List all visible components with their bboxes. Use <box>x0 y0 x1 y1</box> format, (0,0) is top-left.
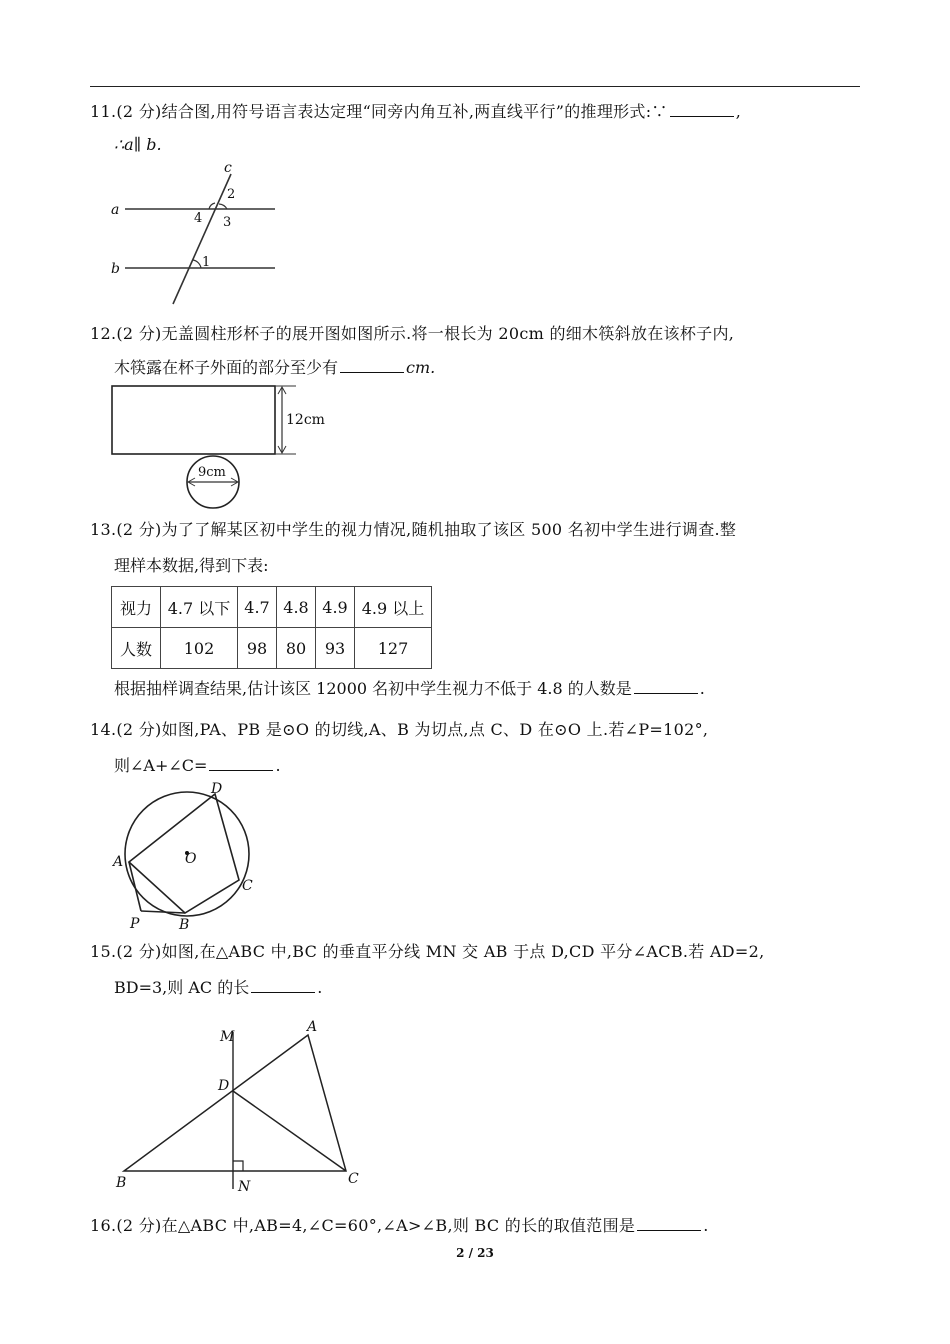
q12-blank[interactable] <box>340 358 404 373</box>
right-angle-mark <box>233 1161 243 1171</box>
table-cell: 127 <box>355 628 432 669</box>
label-2: 2 <box>227 187 236 202</box>
label-A: A <box>307 1019 318 1035</box>
table-cell: 98 <box>238 628 277 669</box>
label-D: D <box>211 781 223 797</box>
q14-blank[interactable] <box>209 756 273 771</box>
table-cell: 人数 <box>112 628 161 669</box>
q15-blank[interactable] <box>251 978 315 993</box>
label-D: D <box>218 1078 230 1094</box>
angle-4-arc <box>209 203 215 209</box>
q14-figure <box>105 780 275 933</box>
q16-line1: 16.(2 分)在△ABC 中,AB=4,∠C=60°,∠A>∠B,则 BC 的长的取值范围是 . <box>90 1216 709 1235</box>
q11-line1: 11.(2 分)结合图,用符号语言表达定理“同旁内角互补,两直线平行”的推理形式:∵ , <box>90 102 742 121</box>
q12-figure <box>110 384 340 514</box>
q15-figure <box>110 1015 370 1195</box>
label-c: c <box>224 160 232 176</box>
label-P: P <box>130 916 140 932</box>
q13-blank[interactable] <box>634 679 698 694</box>
tangent-pb <box>141 911 185 913</box>
table-cell: 102 <box>161 628 238 669</box>
segment-cd <box>233 1091 346 1171</box>
line-c <box>173 174 231 304</box>
triangle-abc <box>124 1035 346 1171</box>
q11-blank[interactable] <box>670 102 734 117</box>
page-number: 2 / 23 <box>456 1246 494 1260</box>
diameter-label: 9cm <box>198 465 226 480</box>
table-cell: 4.7 <box>238 587 277 628</box>
q13-line3: 根据抽样调查结果,估计该区 12000 名初中学生视力不低于 4.8 的人数是 . <box>114 679 705 698</box>
q15-line1: 15.(2 分)如图,在△ABC 中,BC 的垂直平分线 MN 交 AB 于点 D,CD 平分∠ACB.若 AD=2, <box>90 942 765 961</box>
quadrilateral-adcb <box>129 794 239 913</box>
q16-blank[interactable] <box>637 1216 701 1231</box>
table-row-count <box>112 628 432 669</box>
q12-line1: 12.(2 分)无盖圆柱形杯子的展开图如图所示.将一根长为 20cm 的细木筷斜放在该杯子内, <box>90 324 735 343</box>
label-B: B <box>116 1175 127 1191</box>
label-a: a <box>111 202 120 218</box>
q12-line2: 木筷露在杯子外面的部分至少有 cm. <box>114 358 436 377</box>
q11-figure <box>105 160 285 310</box>
angle-1-arc <box>193 260 201 268</box>
label-4: 4 <box>194 211 203 226</box>
table-cell: 4.9 <box>316 587 355 628</box>
tangent-pa <box>129 862 141 911</box>
label-N: N <box>238 1179 251 1195</box>
unfolded-rectangle <box>112 386 275 454</box>
table-row-header <box>112 587 432 628</box>
table-cell: 4.7 以下 <box>161 587 238 628</box>
table-cell: 80 <box>277 628 316 669</box>
label-B: B <box>179 917 190 933</box>
label-1: 1 <box>202 255 211 270</box>
q15-line2: BD=3,则 AC 的长 . <box>114 978 323 997</box>
label-C: C <box>242 878 253 894</box>
table-cell: 4.9 以上 <box>355 587 432 628</box>
vision-table <box>111 586 432 669</box>
label-M: M <box>220 1029 235 1045</box>
q14-line2: 则∠A+∠C= . <box>114 756 281 775</box>
q13-line1: 13.(2 分)为了了解某区初中学生的视力情况,随机抽取了该区 500 名初中学生进行调查.整 <box>90 520 737 539</box>
q11-line2: ∴a∥ b. <box>114 135 162 154</box>
label-C: C <box>348 1171 359 1187</box>
label-O: O <box>185 851 197 867</box>
label-3: 3 <box>223 215 232 230</box>
table-cell: 4.8 <box>277 587 316 628</box>
q13-line2: 理样本数据,得到下表: <box>114 556 269 575</box>
label-A: A <box>113 854 124 870</box>
label-b: b <box>111 261 120 277</box>
header-rule <box>90 86 860 87</box>
q14-line1: 14.(2 分)如图,PA、PB 是⊙O 的切线,A、B 为切点,点 C、D 在⊙O 上.若∠P=102°, <box>90 720 709 739</box>
table-cell: 93 <box>316 628 355 669</box>
table-cell: 视力 <box>112 587 161 628</box>
height-label: 12cm <box>286 412 325 428</box>
